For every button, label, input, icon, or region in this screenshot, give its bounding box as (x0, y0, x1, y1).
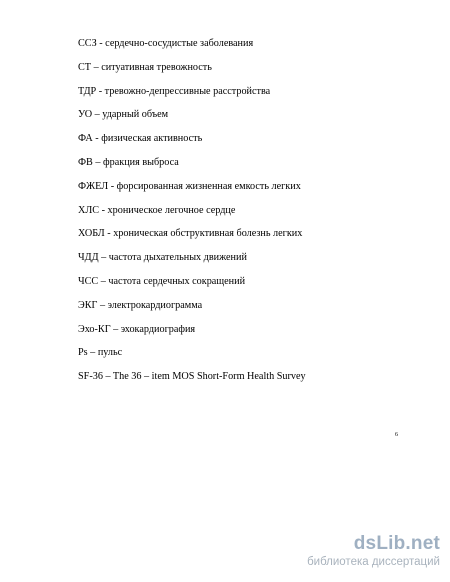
abbreviation-item: ЧДД – частота дыхательных движений (78, 252, 247, 264)
abbreviation-item: СТ – ситуативная тревожность (78, 61, 212, 73)
abbreviation-item: ХОБЛ - хроническая обструктивная болезнь легких (78, 228, 303, 240)
watermark-logo: dsLib.net (353, 533, 440, 554)
abbreviation-item: ЧСС – частота сердечных сокращений (78, 275, 246, 287)
abbreviation-item: ССЗ - сердечно-сосудистые заболевания (78, 38, 254, 49)
watermark-caption: библиотека диссертаций (307, 556, 440, 568)
page-number: 6 (395, 432, 398, 438)
abbreviation-item: ФВ – фракция выброса (78, 156, 179, 168)
watermark (300, 533, 440, 569)
abbreviation-item: Эхо-КГ – эхокардиография (78, 323, 196, 335)
abbreviation-item: ТДР - тревожно-депрессивные расстройства (78, 85, 271, 97)
abbreviation-item: ФЖЕЛ - форсированная жизненная емкость легких (78, 180, 301, 192)
abbreviation-item: SF-36 – The 36 – item MOS Short-Form Health Survey (78, 371, 306, 383)
abbreviation-item: ЭКГ – электрокардиограмма (78, 299, 203, 311)
abbreviation-list (78, 38, 408, 395)
abbreviation-item: ФА - физическая активность (78, 133, 203, 145)
abbreviation-item: ХЛС - хроническое легочное сердце (78, 204, 236, 216)
abbreviation-item: УО – ударный объем (78, 109, 169, 121)
abbreviation-item: Ps – пульс (78, 347, 123, 359)
